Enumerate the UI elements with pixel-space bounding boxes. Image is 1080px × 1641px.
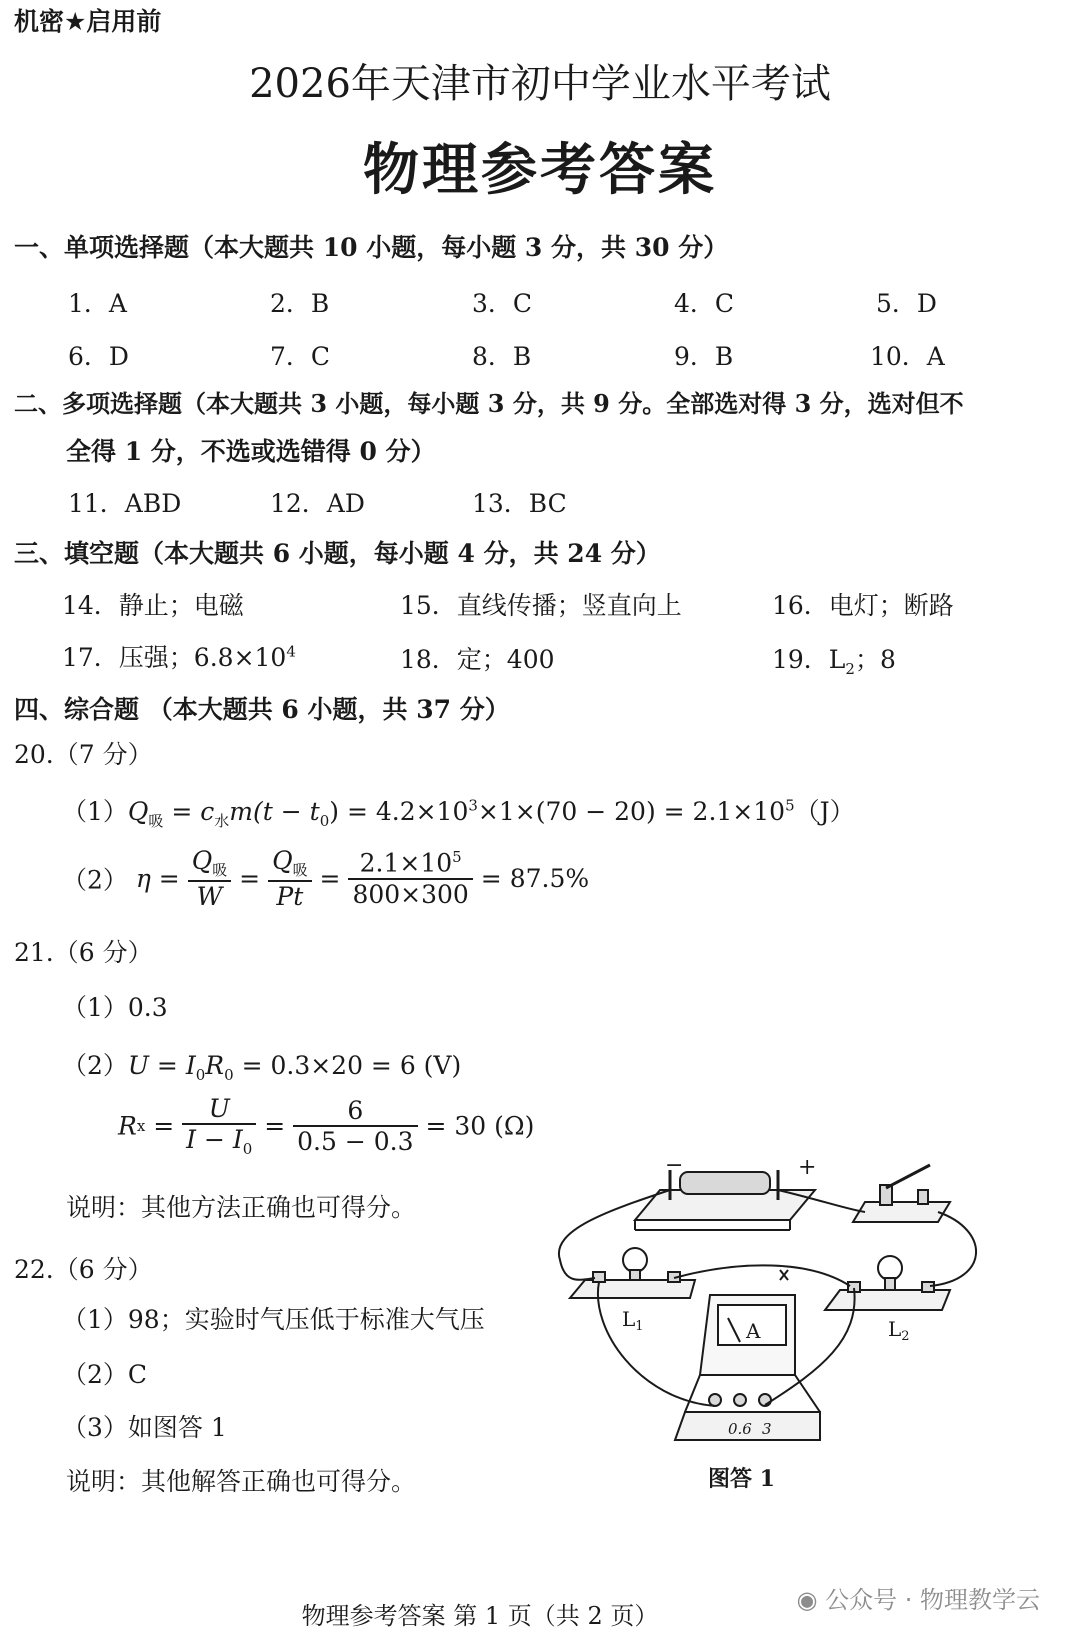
q20-part2-formula: （2） η = $\frac{Q_吸}{W}$ = $\frac{Q_吸}{Pt}$ = $\frac{2.1\times 10^5}{800\times 300}$ = 87.5% [62,846,590,911]
answer-3: 3．C [472,289,533,318]
bulb-l1 [623,1248,647,1272]
section2-heading-line2: 全得 1 分，不选或选错得 0 分） [66,437,436,466]
answer-13: 13．BC [472,489,567,518]
q22-part2: （2）C [62,1360,148,1389]
q20-fraction-1: $\frac{Q_吸}{W}$ [188,846,232,911]
answer-16: 16．电灯；断路 [772,591,954,620]
switch-base [853,1202,950,1222]
q21-fraction-2: $\frac{6}{0.5 - 0.3}$ [293,1096,417,1156]
confidential-mark: 机密★启用前 [14,7,162,36]
wechat-icon: ◉ [796,1586,826,1614]
q20-fraction-3: $\frac{2.1\times 10^5}{800\times 300}$ [348,848,472,908]
bulb-l2-label: $L_2$ [888,1317,910,1344]
q22-part1: （1）98；实验时气压低于标准大气压 [62,1305,485,1334]
q21-title: 21.（6 分） [14,938,153,967]
bulb-l2 [878,1256,902,1280]
q20-part1-formula: $(1)Q_吸 = c_水m(t - t_0) = 4.2\times 10^3\times 1\times(70 - 20) = 2.1\times 10^5(J)$ [62,796,855,830]
q22-note: 说明：其他解答正确也可得分。 [66,1467,417,1496]
q21-fraction-1: $\frac{U}{I - I_0}$ [182,1094,256,1158]
answer-9: 9．B [674,342,734,371]
answer-5: 5．D [876,289,937,318]
ammeter-terminal-label: 0.6 [728,1420,752,1438]
section4-heading: 四、综合题 （本大题共 6 小题，共 37 分） [14,695,510,724]
subject-title: 物理参考答案 [363,137,717,203]
q21-rx-formula: Rx = $\frac{U}{I - I_0}$ = $\frac{6}{0.5 - 0.3}$ = 30 (Ω) [118,1094,535,1158]
section1-heading: 一、单项选择题（本大题共 10 小题，每小题 3 分，共 30 分） [14,233,729,262]
answer-2: 2．B [270,289,330,318]
battery-plus-label: + [798,1155,817,1180]
ammeter-label: A [746,1319,761,1343]
answer-18: 18．定；400 [400,645,555,674]
ammeter-terminal-label-2: 3 [762,1420,772,1438]
answer-12: 12．AD [270,489,365,518]
battery-minus-label: − [665,1153,684,1178]
answer-15: 15．直线传播；竖直向上 [400,591,682,620]
switch-lever [886,1165,930,1188]
answer-1: 1．A [68,289,127,318]
battery-cell [680,1172,770,1194]
answer-7: 7．C [270,342,331,371]
answer-19: 19．$L_2$；8 [772,645,896,678]
figure-caption: 图答 1 [708,1466,775,1492]
answer-10: 10．A [870,342,945,371]
q21-part2-formula: $(2)U = I_0R_0 = 0.3\times 20 = 6$ (V) [62,1051,462,1084]
answer-17: 17．压强；$6.8\times 10^4$ [62,642,296,672]
q20-fraction-2: $\frac{Q_吸}{Pt}$ [268,846,312,911]
q20-title: 20.（7 分） [14,740,153,769]
page-footer: 物理参考答案 第 1 页（共 2 页） [301,1602,659,1630]
bulb-l1-label: $L_1$ [622,1307,644,1334]
watermark: ◉ 公众号 · 物理教学云 [796,1586,1040,1614]
answer-11: 11．ABD [68,489,182,518]
section3-heading: 三、填空题（本大题共 6 小题，每小题 4 分，共 24 分） [14,539,661,568]
answer-4: 4．C [674,289,735,318]
section2-heading-line1: 二、多项选择题（本大题共 3 小题，每小题 3 分，共 9 分。全部选对得 3 分，选对但不 [14,389,964,418]
q22-part3: （3）如图答 1 [62,1413,227,1442]
answer-14: 14．静止；电磁 [62,591,244,620]
exam-title: 2026年天津市初中学业水平考试 [249,61,831,107]
q21-note: 说明：其他方法正确也可得分。 [66,1193,417,1222]
answer-8: 8．B [472,342,532,371]
q22-title: 22.（6 分） [14,1255,153,1284]
circuit-diagram [550,1150,990,1450]
q21-part1: （1）0.3 [62,993,168,1022]
answer-6: 6．D [68,342,129,371]
